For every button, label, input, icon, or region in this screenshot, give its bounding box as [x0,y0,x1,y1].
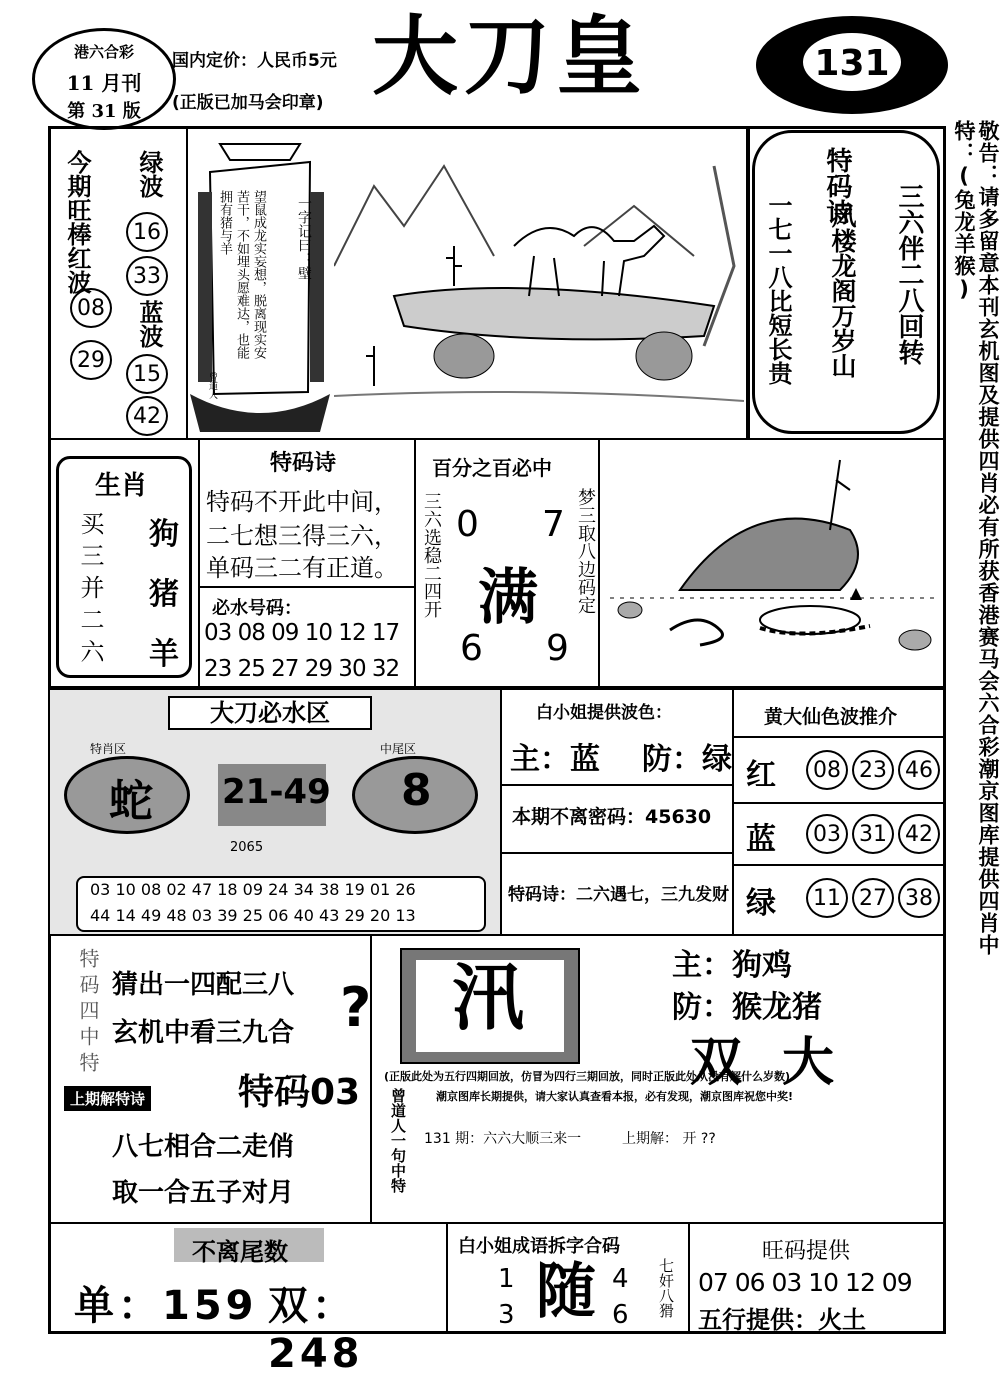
right-oval-label: 中尾区 [380,742,417,756]
main-title: 大刀皇 [372,6,648,107]
hundred-box [414,438,600,688]
wave-left-label: 今期旺棒红波 [63,150,92,294]
idiom-box [446,1222,690,1334]
lower-left-box [48,934,372,1224]
zodiac-left-col: 买三并二六 [76,511,104,671]
huang-ball: 31 [852,814,894,854]
wave-ball: 08 [70,288,112,328]
scroll-row: 03 10 08 02 47 18 09 24 34 38 19 01 26 [90,880,416,899]
stamp-note: (正版已加马会印章) [172,93,324,113]
ship-poem-author: 曾道人 [207,372,217,399]
lower-main: 主：狗鸡 [672,948,792,983]
ship-poem-title: 一字记曰：壁 [296,196,312,280]
zodiac-animal: 狗 [149,517,179,552]
huang-title: 黄大仙色波推介 [764,706,898,728]
idiom-num: 4 [612,1264,629,1294]
side-notice: 敬告：请多留意本刊玄机图及提供四肖必有所获香港赛马会六合彩潮京图库提供四肖中特：(兔龙羊猴) [952,120,1000,956]
lower-mid-box [370,934,946,1224]
poem-mid-title: 特码诗 [270,451,337,476]
wang-nums: 07 06 03 10 12 09 [698,1268,912,1297]
hundred-num: 9 [546,628,569,669]
idiom-side: 七奸八猾 [657,1258,675,1318]
wave-ball: 16 [126,212,168,252]
huang-label: 绿 [746,886,776,921]
huang-color-box [732,688,946,936]
left-oval-label: 特肖区 [90,742,127,756]
must-numbers-row: 03 08 09 10 12 17 [204,620,400,646]
right-oval [352,756,478,834]
bai-no-leave: 本期不离密码：45630 [512,806,712,828]
huang-ball: 42 [898,814,940,854]
poem-line: 三六伴二八回转 [894,183,924,365]
hundred-num: 6 [460,628,483,669]
center-under: 2065 [230,840,264,855]
hundred-left-vertical: 三六选稳二四开 [421,492,442,618]
camel-landscape [334,146,744,436]
huang-label: 红 [746,758,776,793]
price-text: 国内定价：人民币5元 [172,51,337,71]
last-tag: 上期解特诗 [64,1086,151,1111]
lower-left-line: 玄机中看三九合 [112,1018,295,1048]
zodiac-title: 生肖 [95,471,148,501]
must-numbers-title: 必水号码： [212,598,302,619]
huang-ball: 38 [898,878,940,918]
must-numbers-box [198,586,416,688]
ship-poem-text: 望鼠成龙实妄想，脱离现实安苦干，不如埋头愿难达，也能拥有猪与羊 [217,190,266,359]
lower-guard: 防：猴龙猪 [672,990,822,1025]
idiom-num: 6 [612,1300,629,1330]
issue-seal [32,28,176,130]
huang-ball: 46 [898,750,940,790]
green-wave-label: 绿波 [135,150,164,198]
side-vertical: 曾道人一句中特 [389,1088,407,1193]
bai-title: 白小姐提供波色： [536,703,672,723]
tail-single: 单：159 [74,1283,258,1329]
huang-ball: 08 [806,750,848,790]
dadao-zone [48,688,502,936]
huang-ball: 23 [852,750,894,790]
huang-ball: 27 [852,878,894,918]
scroll-numbers [76,876,486,932]
special-code: 特码03 [238,1072,361,1113]
hundred-title: 百分之百必中 [432,456,552,480]
hundred-num: 0 [456,504,479,545]
hundred-center-char: 满 [478,563,538,633]
wuxing: 五行提供：火土 [698,1306,866,1334]
stamp-frame [400,948,580,1064]
bai-guard: 防：绿 [642,742,732,777]
wang-box [688,1222,946,1334]
seal-line-1: 港六合彩 [73,43,134,61]
lower-left-line: 取一合五子对月 [112,1178,295,1208]
left-oval [64,756,190,834]
tail-double: 双：248 [268,1283,364,1377]
question-mark: ? [340,976,372,1039]
huang-label: 蓝 [746,822,776,857]
bai-color-box [500,688,734,936]
poem-mid-line: 二七想三得三六， [206,522,398,550]
huang-ball: 11 [806,878,848,918]
seal-line-3: 第 31 版 [67,101,141,122]
bai-poem: 特码诗：二六遇七，三九发财 [508,885,729,905]
stamp-char: 汛 [452,955,525,1040]
zodiac-animal: 羊 [149,637,179,672]
must-numbers-row: 23 25 27 29 30 32 [204,656,400,682]
cat-illustration-box [598,438,946,688]
idiom-num: 3 [498,1300,515,1330]
illustration-top [186,126,748,440]
issue-line: 131 期：六六大顺三来一 [424,1131,582,1147]
wave-ball: 29 [70,340,112,380]
hundred-num: 7 [542,504,565,545]
poem-mid-line: 单码三二有正道。 [206,554,398,582]
poem-line: 风楼龙阁万岁山 [828,203,857,378]
poem-line: 一七一八比短长贵 [764,193,793,385]
left-oval-big: 蛇 [109,776,153,827]
poem-mid-line: 特码不开此中间， [206,488,398,516]
idiom-char: 随 [536,1257,596,1327]
last-line: 上期解： 开 ?? [622,1131,716,1147]
lower-left-line: 八七相合二走俏 [112,1132,295,1162]
tail-title: 不离尾数 [192,1238,288,1266]
cat-illustration [610,450,940,680]
provider-line: 潮京图库长期提供，请大家认真查看本报，必有发现，潮京图库祝您中奖! [436,1090,794,1103]
fine-print: (正版此处为五行四期回放，仿冒为四行三期回放，同时正版此处从没有解什么岁数) [384,1070,791,1083]
scroll-row: 44 14 49 48 03 39 25 06 40 43 29 20 13 [90,906,416,925]
center-number: 21-49 [222,772,331,812]
wave-ball: 15 [126,354,168,394]
wang-title: 旺码提供 [762,1239,851,1264]
zodiac-box [56,456,192,678]
lower-left-side-label: 特码四中特 [76,948,100,1078]
right-oval-big: 8 [401,765,432,816]
wave-ball: 33 [126,256,168,296]
tail-box [48,1222,448,1377]
poem-top-right-oval [752,130,940,434]
issue-number: 131 [814,43,890,84]
idiom-num: 1 [498,1264,515,1294]
dadao-title-box [168,696,372,730]
dadao-title: 大刀必水区 [210,699,330,727]
lower-big: 双大 [690,1032,875,1093]
idiom-title: 白小姐成语拆字合码 [458,1236,620,1257]
bai-main: 主：蓝 [510,742,600,777]
hundred-right-vertical: 梦三取八边码定 [575,488,596,614]
issue-badge [756,16,948,114]
huang-ball: 03 [806,814,848,854]
poem-top-right-title: 特码诗 [822,147,852,225]
poem-mid-box [198,438,416,588]
wave-ball: 42 [126,396,168,436]
lower-left-line: 猜出一四配三八 [112,970,295,1000]
blue-wave-label: 蓝波 [135,300,164,348]
wave-panel [48,126,188,440]
seal-line-2: 11 月刊 [66,71,142,95]
zodiac-animal: 猪 [149,577,179,612]
